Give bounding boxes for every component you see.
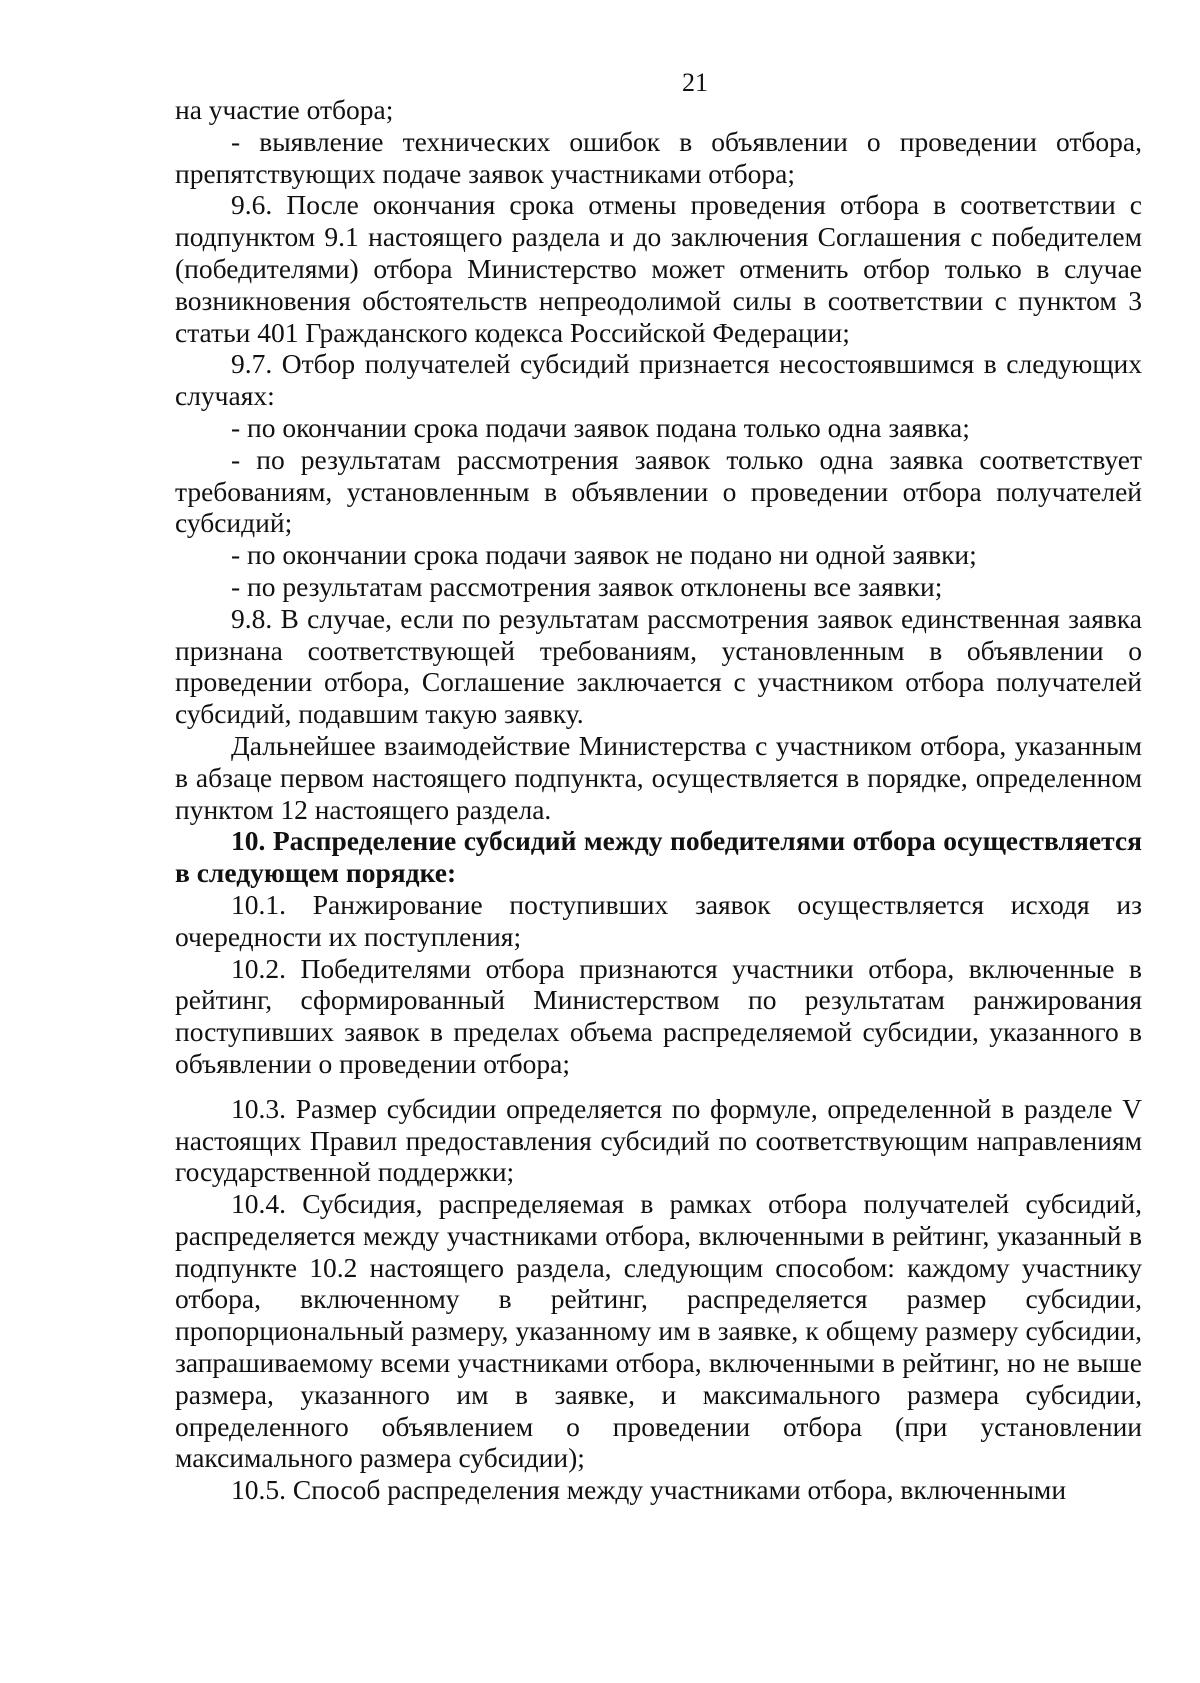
paragraph-10-1: 10.1. Ранжирование поступивших заявок осуществляется исходя из очередности их поступления; bbox=[175, 888, 1142, 952]
paragraph-9-6: 9.6. После окончания срока отмены проведения отбора в соответствии с подпунктом 9.1 настоящего раздела и до заключения Соглашения с победителем (победителями) отбора Министерство может отменить отбор только в случае возникновения обстоятельств непреодолимой силы в соответствии с пунктом 3 статьи 401 Гражданского кодекса Российской Федерации; bbox=[175, 189, 1142, 348]
paragraph-bullet-all-rejected: - по результатам рассмотрения заявок отклонены все заявки; bbox=[231, 570, 943, 602]
paragraph-10-2: 10.2. Победителями отбора признаются участники отбора, включенные в рейтинг, сформированный Министерством по результатам ранжирования поступивших заявок в пределах объема распределяемой субсидии, указанного в объявлении о проведении отбора; bbox=[175, 952, 1142, 1079]
paragraph-bullet-one-compliant: - по результатам рассмотрения заявок только одна заявка соответствует требованиям, установленным в объявлении о проведении отбора получателей субсидий; bbox=[175, 443, 1142, 539]
paragraph-continuation: на участие отбора; bbox=[175, 94, 394, 125]
paragraph-10-3: 10.3. Размер субсидии определяется по формуле, определенной в разделе V настоящих Правил предоставления субсидий по соответствующим направлениям государственной поддержки; bbox=[175, 1092, 1142, 1188]
paragraph-10-heading: 10. Распределение субсидий между победителями отбора осуществляется в следующем порядке: bbox=[175, 825, 1142, 889]
paragraph-bullet-no-applications: - по окончании срока подачи заявок не подано ни одной заявки; bbox=[231, 539, 977, 571]
paragraph-bullet-technical-errors: - выявление технических ошибок в объявлении о проведении отбора, препятствующих подаче заявок участниками отбора; bbox=[175, 125, 1142, 189]
paragraph-9-7: 9.7. Отбор получателей субсидий признается несостоявшимся в следующих случаях: bbox=[175, 348, 1142, 412]
paragraph-9-8: 9.8. В случае, если по результатам рассмотрения заявок единственная заявка признана соответствующей требованиям, установленным в объявлении о проведении отбора, Соглашение заключается с участником отбора получателей субсидий, подавшим такую заявку. bbox=[175, 602, 1142, 730]
paragraph-10-5: 10.5. Способ распределения между участниками отбора, включенными bbox=[231, 1474, 1067, 1506]
paragraph-10-4: 10.4. Субсидия, распределяемая в рамках отбора получателей субсидий, распределяется между участниками отбора, включенными в рейтинг, указанный в подпункте 10.2 настоящего раздела, следующим способом: каждому участнику отбора, включенному в рейтинг, распределяется размер субсидии, пропорциональный размеру, указанному им в заявке, к общему размеру субсидии, запрашиваемому всеми участниками отбора, включенными в рейтинг, но не выше размера, указанного им в заявке, и максимального размера субсидии, определенного объявлением о проведении отбора (при установлении максимального размера субсидии); bbox=[175, 1188, 1142, 1474]
paragraph-further-interaction: Дальнейшее взаимодействие Министерства с участником отбора, указанным в абзаце первом настоящего подпункта, осуществляется в порядке, определенном пунктом 12 настоящего раздела. bbox=[175, 729, 1142, 825]
paragraph-bullet-one-application: - по окончании срока подачи заявок подана только одна заявка; bbox=[231, 411, 970, 443]
page-number: 21 bbox=[682, 68, 708, 97]
document-body bbox=[175, 94, 1142, 1506]
